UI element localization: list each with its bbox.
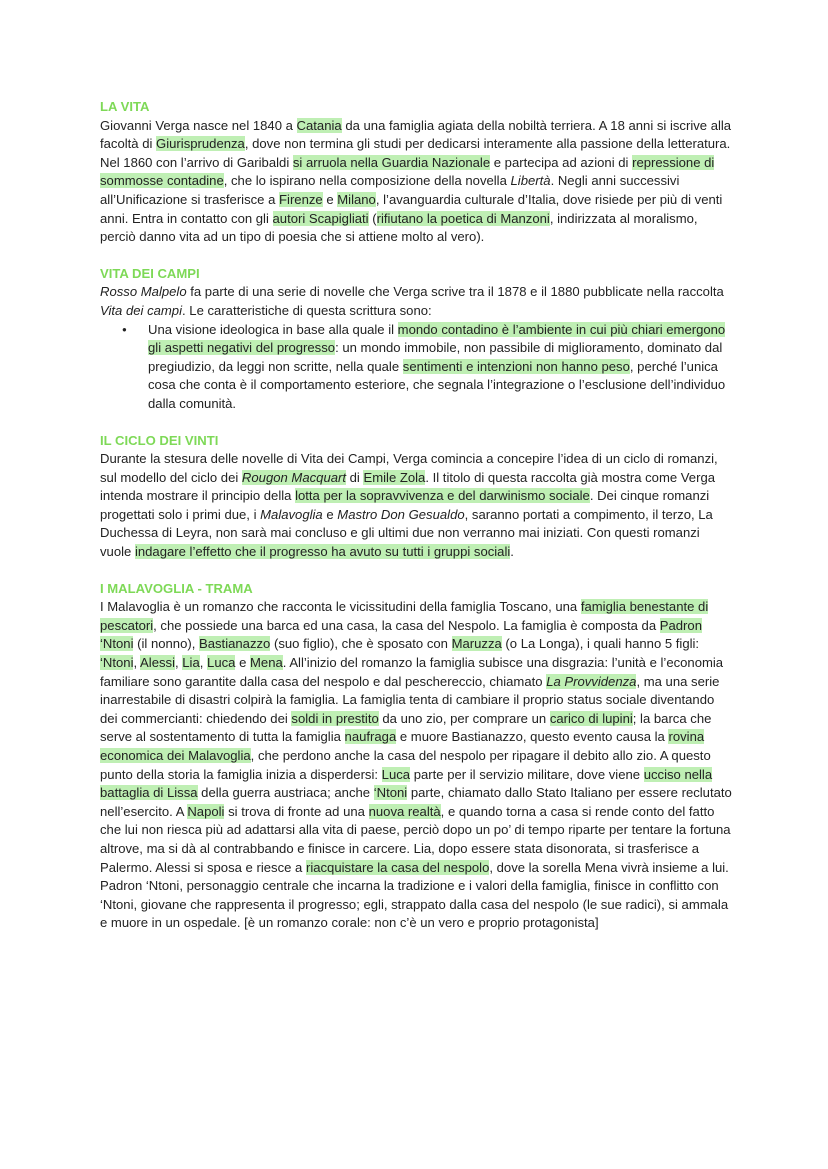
document-page (100, 98, 734, 951)
text-run: . Dei cinque romanzi progettati solo i primi due, i (100, 488, 710, 522)
text-run: Giovanni Verga nasce nel 1840 a (100, 117, 297, 133)
highlighted-text: Maruzza (451, 636, 502, 652)
text-run: e (322, 506, 338, 522)
text-run: e muore Bastianazzo, questo evento causa la (396, 729, 669, 745)
section-paragraph (100, 117, 734, 247)
highlighted-text: Giurisprudenza (156, 136, 245, 152)
text-run: (il nonno), (133, 636, 199, 652)
highlighted-text: Bastianazzo (199, 636, 271, 652)
text-run: , saranno portati a compimento, il terzo, La Duchessa di Leyra, non sarà mai concluso e gli ultimi due non verranno mai iniziati. Con questi romanzi vuole (100, 506, 713, 560)
text-run: , (199, 655, 208, 671)
text-run: . Negli anni successivi all’Unificazione si trasferisce a (100, 173, 680, 207)
text-run: di (346, 469, 364, 485)
highlighted-text: ucciso nella battaglia di Lissa (100, 766, 713, 801)
highlighted-text: Alessi (140, 655, 175, 671)
italic-text: Libertà (510, 173, 551, 189)
highlighted-text: carico di lupini (549, 710, 633, 726)
text-run: (suo figlio), che è sposato con (270, 636, 452, 652)
text-run: . Le caratteristiche di questa scrittura sono: (182, 302, 432, 318)
text-run: e (322, 191, 338, 207)
text-run: , che perdono anche la casa del nespolo per ripagare il debito allo zio. A questo punto della storia la famiglia inizia a disperdersi: (100, 748, 711, 782)
text-run: Durante la stesura delle novelle di Vita dei Campi, Verga comincia a concepire l’idea di un ciclo di romanzi, sul modello del ciclo dei (100, 451, 718, 485)
highlighted-text: ‘Ntoni (100, 655, 134, 671)
text-run: . (510, 544, 514, 560)
highlighted-text: lotta per la sopravvivenza e del darwinismo sociale (295, 488, 590, 504)
section-heading: VITA DEI CAMPI (100, 265, 200, 281)
highlighted-text: Emile Zola (363, 469, 426, 485)
text-run: , perché l’unica cosa che conta è il comportamento esteriore, che segnala l’integrazione o l’esclusione dell’individuo dalla comunità. (148, 358, 726, 411)
highlighted-text: mondo contadino è l’ambiente in cui più chiari emergono gli aspetti negativi del progresso (148, 321, 726, 356)
section-heading: I MALAVOGLIA - TRAMA (100, 580, 253, 596)
text-run: I Malavoglia è un romanzo che racconta le vicissitudini della famiglia Toscano, una (100, 599, 581, 615)
text-run: si trova di fronte ad una (224, 803, 369, 819)
text-run: fa parte di una serie di novelle che Verga scrive tra il 1878 e il 1880 pubblicate nella raccolta (186, 284, 724, 300)
highlighted-text: Lia (182, 655, 200, 671)
text-run: della guerra austriaca; anche (197, 785, 374, 801)
highlighted-text: Mena (250, 655, 283, 671)
text-run: : un mondo immobile, non passibile di miglioramento, dominato dal pregiudizio, da leggi non scritte, nella quale (148, 340, 723, 374)
text-run: . Il titolo di questa raccolta già mostra come Verga intenda mostrare il principio della (100, 469, 716, 504)
text-run: , (133, 655, 141, 671)
text-run: ; la barca che serve al sostentamento di tutta la famiglia (100, 710, 712, 745)
text-run: , e quando torna a casa si rende conto del fatto che lui non riesca più ad adattarsi alla vita di paese, perciò dopo un po’ di tempo riparte per tentare la fortuna altrove, ma si dà al contrabbando e finisce in carcere. Lia, dopo essere stata disonorata, si trasferisce a Palermo. Alessi si sposa e riesce a (100, 803, 731, 875)
italic-text: Malavoglia (260, 506, 323, 522)
text-run: , che lo ispirano nella composizione della novella (223, 173, 511, 189)
highlighted-text: La Provvidenza (546, 673, 637, 689)
highlighted-text: rovina economica dei Malavoglia (100, 729, 705, 763)
highlighted-text: soldi in prestito (291, 710, 379, 726)
section-ciclo-dei-vinti (100, 432, 734, 562)
highlighted-text: Milano (337, 191, 376, 207)
highlighted-text: naufraga (344, 729, 397, 745)
highlighted-text: ‘Ntoni (373, 785, 408, 801)
text-run: , ma una serie inarrestabile di disastri colpirà la famiglia. La famiglia tenta di cambiare il proprio status sociale diventando dei commercianti: chiedendo dei (100, 673, 720, 726)
section-heading: LA VITA (100, 99, 150, 114)
text-run: , l’avanguardia culturale d’Italia, dove risiede per più di venti anni. Entra in contatto con gli (100, 191, 723, 226)
text-run: e partecipa ad azioni di (490, 154, 633, 170)
text-run: Una visione ideologica in base alla quale il (148, 321, 398, 337)
text-run: parte, chiamato dallo Stato Italiano per essere reclutato nell’esercito. A (100, 785, 732, 819)
section-la-vita (100, 98, 734, 247)
section-vita-dei-campi (100, 265, 734, 414)
highlighted-text: si arruola nella Guardia Nazionale (292, 154, 491, 170)
highlighted-text: Napoli (187, 803, 225, 819)
highlighted-text: repressione di sommosse contadine (100, 154, 715, 189)
italic-text: Rosso Malpelo (100, 284, 187, 300)
highlighted-text: nuova realtà (368, 803, 441, 819)
text-run: ( (368, 210, 377, 226)
highlighted-text: Firenze (279, 191, 323, 207)
bullet-item (148, 321, 734, 414)
italic-text: Mastro Don Gesualdo (337, 506, 465, 522)
section-paragraph (100, 283, 734, 320)
highlighted-text: indagare l’effetto che il progresso ha avuto su tutti i gruppi sociali (134, 544, 511, 560)
text-run: , dove la sorella Mena vivrà insieme a lui. Padron ‘Ntoni, personaggio centrale che incarna la tradizione e i valori della famiglia, finisce in conflitto con ‘Ntoni, giovane che rappresenta il progresso; egli, strappato dalla casa del nespolo (le sue radici), si ammala e muore in un ospedale. [è un romanzo corale: non c’è un vero e proprio protagonista] (100, 859, 729, 931)
text-run: , (174, 655, 183, 671)
section-paragraph (100, 598, 734, 933)
highlighted-text: riacquistare la casa del nespolo (305, 859, 490, 875)
text-run: , indirizzata al moralismo, perciò danno vita ad un tipo di poesia che si attiene molto al vero). (100, 210, 698, 245)
highlighted-text: autori Scapigliati (272, 210, 369, 226)
section-heading: IL CICLO DEI VINTI (100, 432, 219, 448)
text-run: . All’inizio del romanzo la famiglia subisce una disgrazia: l’unità e l’economia familiare sono garantite dalla casa del nespolo e dal peschereccio, chiamato (100, 655, 724, 689)
text-run: parte per il servizio militare, dove viene (410, 766, 644, 782)
bullet-list (100, 321, 734, 414)
text-run: (o La Longa), i quali hanno 5 figli: (501, 636, 700, 652)
highlighted-text: Catania (296, 117, 342, 133)
highlighted-text: rifiutano la poetica di Manzoni (376, 210, 550, 226)
highlighted-text: Luca (381, 766, 411, 782)
highlighted-text: Padron ‘Ntoni (100, 617, 702, 652)
highlighted-text: famiglia benestante di pescatori (100, 599, 709, 633)
text-run: , dove non termina gli studi per dedicarsi interamente alla passione della letteratura. Nel 1860 con l’arrivo di Garibaldi (100, 136, 731, 170)
text-run: da una famiglia agiata della nobiltà terriera. A 18 anni si iscrive alla facoltà di (100, 117, 732, 152)
text-run: da uno zio, per comprare un (378, 710, 550, 726)
highlighted-text: Rougon Macquart (241, 469, 347, 485)
text-run: , che possiede una barca ed una casa, la casa del Nespolo. La famiglia è composta da (153, 617, 660, 633)
section-malavoglia-trama (100, 580, 734, 933)
section-paragraph (100, 450, 734, 562)
highlighted-text: sentimenti e intenzioni non hanno peso (402, 358, 630, 374)
italic-text: Vita dei campi (100, 302, 183, 318)
highlighted-text: Luca (207, 655, 236, 671)
text-run: e (235, 655, 250, 671)
